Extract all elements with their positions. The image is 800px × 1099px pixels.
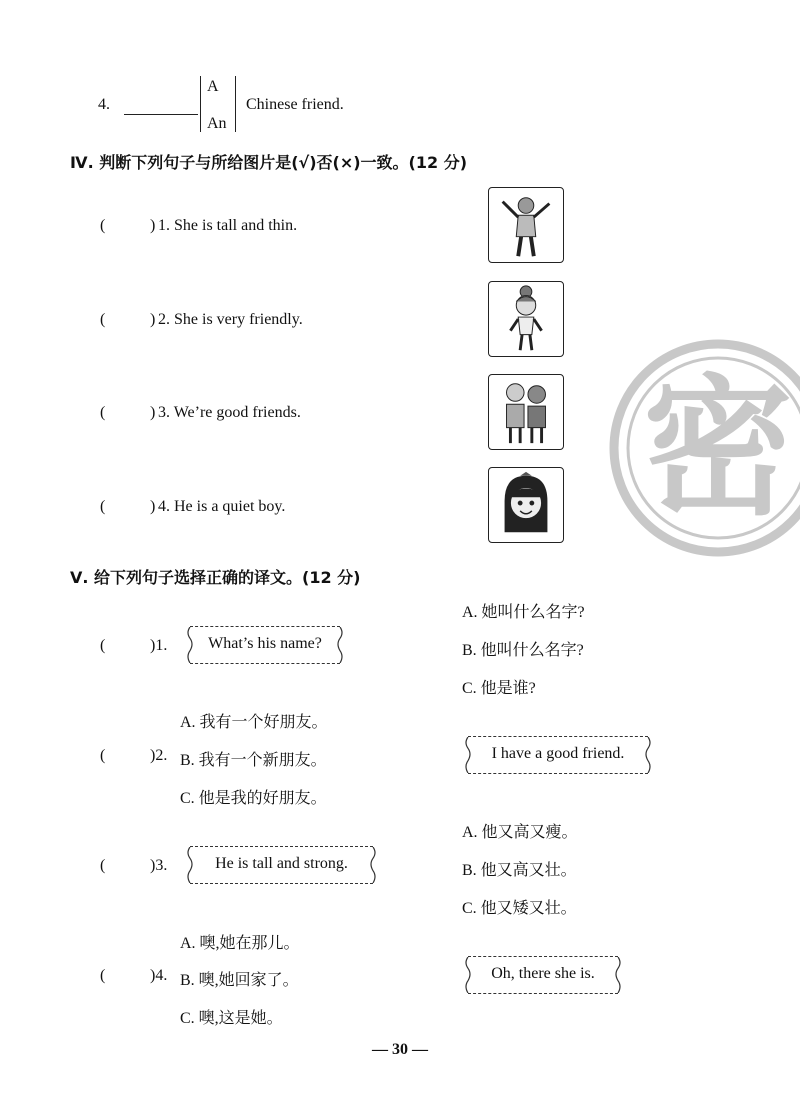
answer-paren-close[interactable]: ) [150, 404, 156, 421]
option-a[interactable]: A. 他又高又瘦。 [462, 824, 578, 841]
sentence-box [468, 956, 618, 994]
page-number: — 30 — [372, 1041, 428, 1058]
sentence-box [468, 736, 648, 774]
section-title: Ⅳ. 判断下列句子与所给图片是(√)否(×)一致。(12 分) [70, 153, 468, 172]
option-c[interactable]: C. 他是谁? [462, 680, 536, 697]
option-c[interactable]: C. 他是我的好朋友。 [180, 790, 327, 807]
english-sentence: He is tall and strong. [215, 855, 348, 872]
option-b[interactable]: B. 他叫什么名字? [462, 642, 584, 659]
option-c[interactable]: C. 噢,这是她。 [180, 1010, 283, 1027]
sentence-box [190, 626, 340, 664]
answer-paren-open[interactable]: ( [100, 311, 106, 328]
option-a[interactable]: A. 我有一个好朋友。 [180, 714, 328, 731]
sentence-box [190, 846, 373, 884]
girl-smiling-icon [488, 467, 564, 543]
section-title: Ⅴ. 给下列句子选择正确的译文。(12 分) [70, 568, 361, 587]
answer-paren-close[interactable]: ) [150, 498, 156, 515]
answer-blank[interactable] [124, 114, 198, 115]
statement-text: 1. She is tall and thin. [158, 217, 298, 234]
answer-paren-open[interactable]: ( [100, 404, 106, 421]
answer-paren-open[interactable]: ( [100, 498, 106, 515]
answer-paren-close[interactable]: ) [150, 311, 156, 328]
option-a[interactable]: A [207, 78, 219, 95]
english-sentence: I have a good friend. [491, 745, 625, 762]
english-sentence: What’s his name? [208, 635, 322, 652]
statement-text: 3. We’re good friends. [158, 404, 301, 421]
question-number: )4. [150, 967, 168, 984]
answer-paren-close[interactable]: ) [150, 217, 156, 234]
question-number: )1. [150, 637, 168, 654]
stamp-character: 密 [642, 362, 794, 536]
option-c[interactable]: C. 他又矮又壮。 [462, 900, 577, 917]
question-text: Chinese friend. [246, 96, 344, 113]
answer-paren-open[interactable]: ( [100, 967, 106, 984]
option-a[interactable]: A. 噢,她在那儿。 [180, 935, 300, 952]
girl-with-bun-icon [488, 281, 564, 357]
option-a[interactable]: A. 她叫什么名字? [462, 604, 585, 621]
statement-text: 2. She is very friendly. [158, 311, 303, 328]
answer-paren-open[interactable]: ( [100, 217, 106, 234]
option-b[interactable]: B. 噢,她回家了。 [180, 972, 299, 989]
option-b[interactable]: B. 我有一个新朋友。 [180, 752, 327, 769]
option-b[interactable]: B. 他又高又壮。 [462, 862, 577, 879]
confidential-stamp-icon [600, 330, 800, 560]
english-sentence: Oh, there she is. [491, 965, 595, 982]
answer-paren-open[interactable]: ( [100, 857, 106, 874]
bracket-right [235, 76, 236, 132]
two-boys-icon [488, 374, 564, 450]
question-number: 4. [98, 96, 110, 113]
bracket-left [200, 76, 201, 132]
question-number: )2. [150, 747, 168, 764]
question-number: )3. [150, 857, 168, 874]
answer-paren-open[interactable]: ( [100, 637, 106, 654]
option-an[interactable]: An [207, 115, 227, 132]
statement-text: 4. He is a quiet boy. [158, 498, 286, 515]
answer-paren-open[interactable]: ( [100, 747, 106, 764]
girl-waving-icon [488, 187, 564, 263]
